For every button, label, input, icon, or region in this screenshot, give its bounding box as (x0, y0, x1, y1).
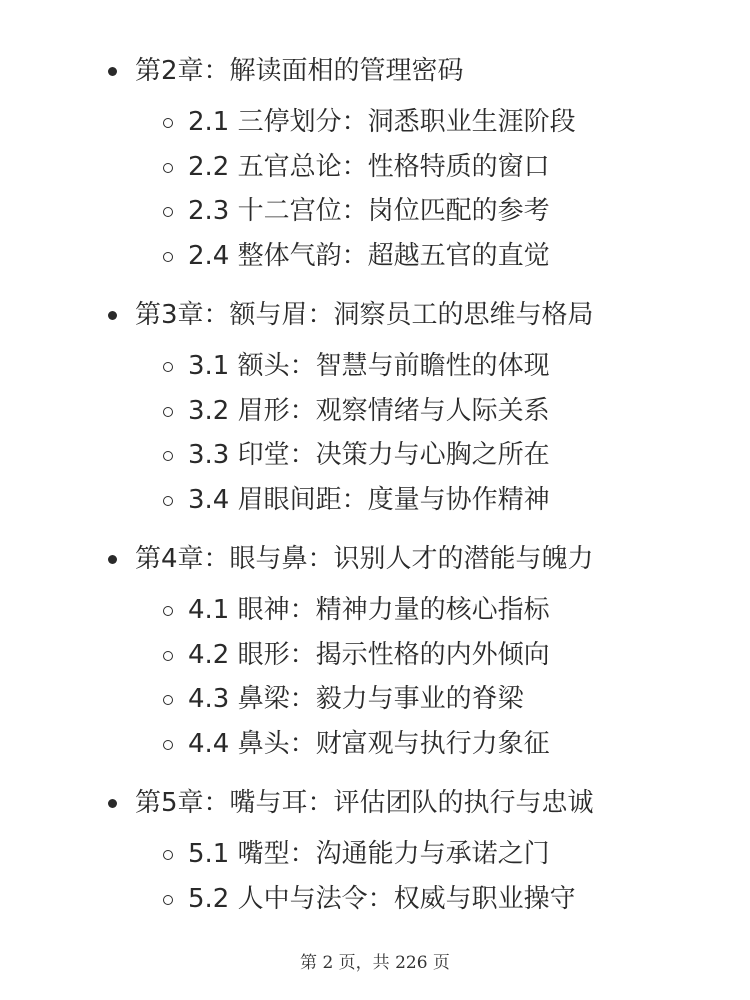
section-item (108, 832, 728, 877)
section-text: 2.2 五官总论：性格特质的窗口 (188, 151, 550, 182)
section-item (108, 877, 728, 922)
circle-bullet-icon (163, 163, 173, 173)
circle-bullet-icon (163, 207, 173, 217)
section-item (108, 344, 728, 389)
chapter-title-text: 第2章：解读面相的管理密码 (135, 56, 464, 86)
section-item (108, 478, 728, 523)
circle-bullet-icon (163, 695, 173, 705)
chapter-title-text: 第4章：眼与鼻：识别人才的潜能与魄力 (135, 544, 594, 574)
section-text: 3.4 眉眼间距：度量与协作精神 (188, 484, 550, 515)
section-item (108, 234, 728, 279)
disc-bullet-icon (108, 311, 117, 320)
section-text: 4.2 眼形：揭示性格的内外倾向 (188, 639, 550, 670)
page-footer (0, 948, 750, 973)
circle-bullet-icon (163, 118, 173, 128)
section-text: 4.3 鼻梁：毅力与事业的脊梁 (188, 684, 524, 714)
section-item (108, 100, 728, 145)
section-item (108, 677, 728, 722)
section-text: 3.1 额头：智慧与前瞻性的体现 (188, 351, 550, 381)
chapter-item (108, 292, 728, 522)
circle-bullet-icon (163, 252, 173, 262)
chapter-title-text: 第3章：额与眉：洞察员工的思维与格局 (135, 300, 594, 330)
section-list (108, 100, 728, 278)
section-text: 2.4 整体气韵：超越五官的直觉 (188, 240, 550, 271)
chapter-item (108, 536, 728, 766)
disc-bullet-icon (108, 555, 117, 564)
page-number-label: 第 2 页，共 226 页 (300, 953, 450, 973)
section-item (108, 189, 728, 234)
section-text: 2.1 三停划分：洞悉职业生涯阶段 (188, 107, 576, 137)
chapter-title-text: 第5章：嘴与耳：评估团队的执行与忠诚 (135, 788, 594, 818)
section-list (108, 832, 728, 921)
disc-bullet-icon (108, 799, 117, 808)
section-text: 4.4 鼻头：财富观与执行力象征 (188, 728, 550, 759)
circle-bullet-icon (163, 740, 173, 750)
chapter-title (108, 780, 728, 826)
circle-bullet-icon (163, 496, 173, 506)
circle-bullet-icon (163, 850, 173, 860)
circle-bullet-icon (163, 407, 173, 417)
section-text: 2.3 十二宫位：岗位匹配的参考 (188, 196, 550, 226)
chapter-title (108, 48, 728, 94)
circle-bullet-icon (163, 895, 173, 905)
section-item (108, 433, 728, 478)
chapter-item (108, 780, 728, 921)
circle-bullet-icon (163, 362, 173, 372)
circle-bullet-icon (163, 651, 173, 661)
section-text: 5.1 嘴型：沟通能力与承诺之门 (188, 839, 550, 869)
section-text: 3.3 印堂：决策力与心胸之所在 (188, 440, 550, 470)
section-text: 4.1 眼神：精神力量的核心指标 (188, 595, 550, 625)
circle-bullet-icon (163, 451, 173, 461)
section-item (108, 722, 728, 767)
section-item (108, 389, 728, 434)
section-item (108, 145, 728, 190)
chapter-title (108, 292, 728, 338)
chapter-title (108, 536, 728, 582)
circle-bullet-icon (163, 606, 173, 616)
section-item (108, 633, 728, 678)
table-of-contents (108, 48, 728, 935)
section-item (108, 588, 728, 633)
section-text: 5.2 人中与法令：权威与职业操守 (188, 883, 576, 914)
disc-bullet-icon (108, 67, 117, 76)
section-list (108, 344, 728, 522)
chapter-item (108, 48, 728, 278)
section-list (108, 588, 728, 766)
section-text: 3.2 眉形：观察情绪与人际关系 (188, 395, 550, 426)
